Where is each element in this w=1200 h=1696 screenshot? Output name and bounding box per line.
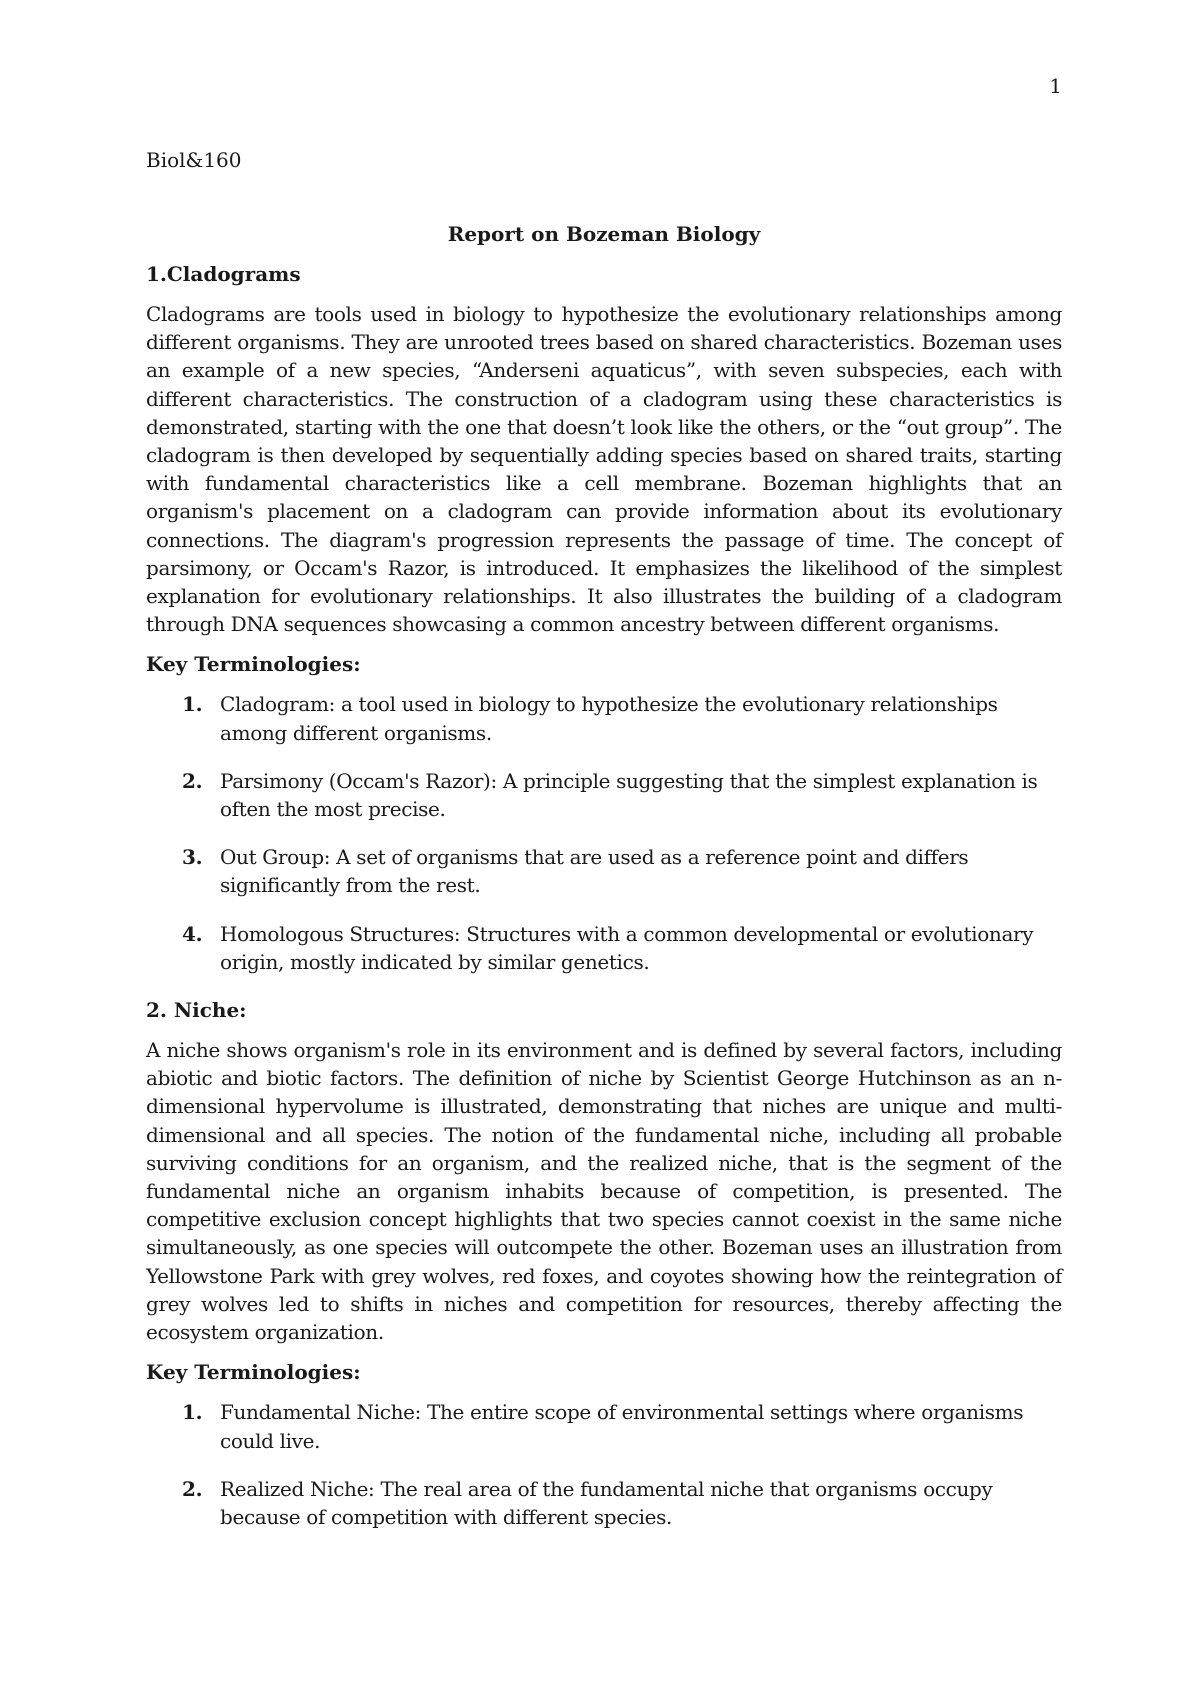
terminology-item [146, 920, 1062, 976]
course-code: Biol&160 [146, 148, 242, 172]
terminology-text: Realized Niche: The real area of the fundamental niche that organisms occupy because of competition with different species. [220, 1476, 993, 1529]
terminology-number: 4. [182, 921, 203, 946]
terminology-number: 1. [182, 1400, 203, 1425]
section-body-niche: A niche shows organism's role in its environment and is defined by several factors, including abiotic and biotic factors. The definition of niche by Scientist George Hutchinson as an n-dimensional hypervolume is illustrated, demonstrating that niches are unique and multi-dimensional and all species. The notion of the fundamental niche, including all probable surviving conditions for an organism, and the realized niche, that is the segment of the fundamental niche an organism inhabits because of competition, is presented. The competitive exclusion concept highlights that two species cannot coexist in the same niche simultaneously, as one species will outcompete the other. Bozeman uses an illustration from Yellowstone Park with grey wolves, red foxes, and coyotes showing how the reintegration of grey wolves led to shifts in niches and competition for resources, thereby affecting the ecosystem organization. [146, 1038, 1062, 1345]
terminology-number: 3. [182, 845, 203, 870]
document-title: Report on Bozeman Biology [447, 222, 761, 246]
terminology-text: Fundamental Niche: The entire scope of environmental settings where organisms could live. [220, 1400, 1024, 1453]
section-heading-cladograms: 1.Cladograms [146, 262, 301, 286]
terminology-text: Out Group: A set of organisms that are used as a reference point and differs significantly from the rest. [220, 845, 969, 898]
terminology-item [146, 1398, 1062, 1454]
terminology-text: Homologous Structures: Structures with a common developmental or evolutionary origin, mostly indicated by similar genetics. [220, 921, 1034, 974]
terminology-number: 2. [182, 1476, 203, 1501]
key-terminologies-heading: Key Terminologies: [146, 652, 361, 677]
section-heading-niche: 2. Niche: [146, 998, 247, 1023]
terminology-text: Cladogram: a tool used in biology to hypothesize the evolutionary relationships among different organisms. [220, 692, 998, 745]
terminology-item [146, 1475, 1062, 1531]
terminology-text: Parsimony (Occam's Razor): A principle suggesting that the simplest explanation is often the most precise. [220, 768, 1038, 822]
page-number: 1 [1049, 74, 1062, 98]
terminology-item [146, 843, 1062, 899]
terminology-list [146, 690, 1062, 976]
document-body [146, 220, 1062, 1543]
terminology-item [146, 690, 1062, 746]
section-body-cladograms: Cladograms are tools used in biology to hypothesize the evolutionary relationships among different organisms. They are unrooted trees based on shared characteristics. Bozeman uses an example of a new species, “Anderseni aquaticus”, with seven subspecies, each with different characteristics. The construction of a cladogram using these characteristics is demonstrated, starting with the one that doesn’t look like the others, or the “out group”. The cladogram is then developed by sequentially adding species based on shared traits, starting with fundamental characteristics like a cell membrane. Bozeman highlights that an organism's placement on a cladogram can provide information about its evolutionary connections. The diagram's progression represents the passage of time. The concept of parsimony, or Occam's Razor, is introduced. It emphasizes the likelihood of the simplest explanation for evolutionary relationships. It also illustrates the building of a cladogram through DNA sequences showcasing a common ancestry between different organisms. [146, 302, 1062, 637]
key-terminologies-heading: Key Terminologies: [146, 1360, 361, 1385]
terminology-number: 1. [182, 692, 203, 717]
terminology-item [146, 767, 1062, 823]
terminology-number: 2. [182, 768, 203, 793]
terminology-list [146, 1398, 1062, 1531]
